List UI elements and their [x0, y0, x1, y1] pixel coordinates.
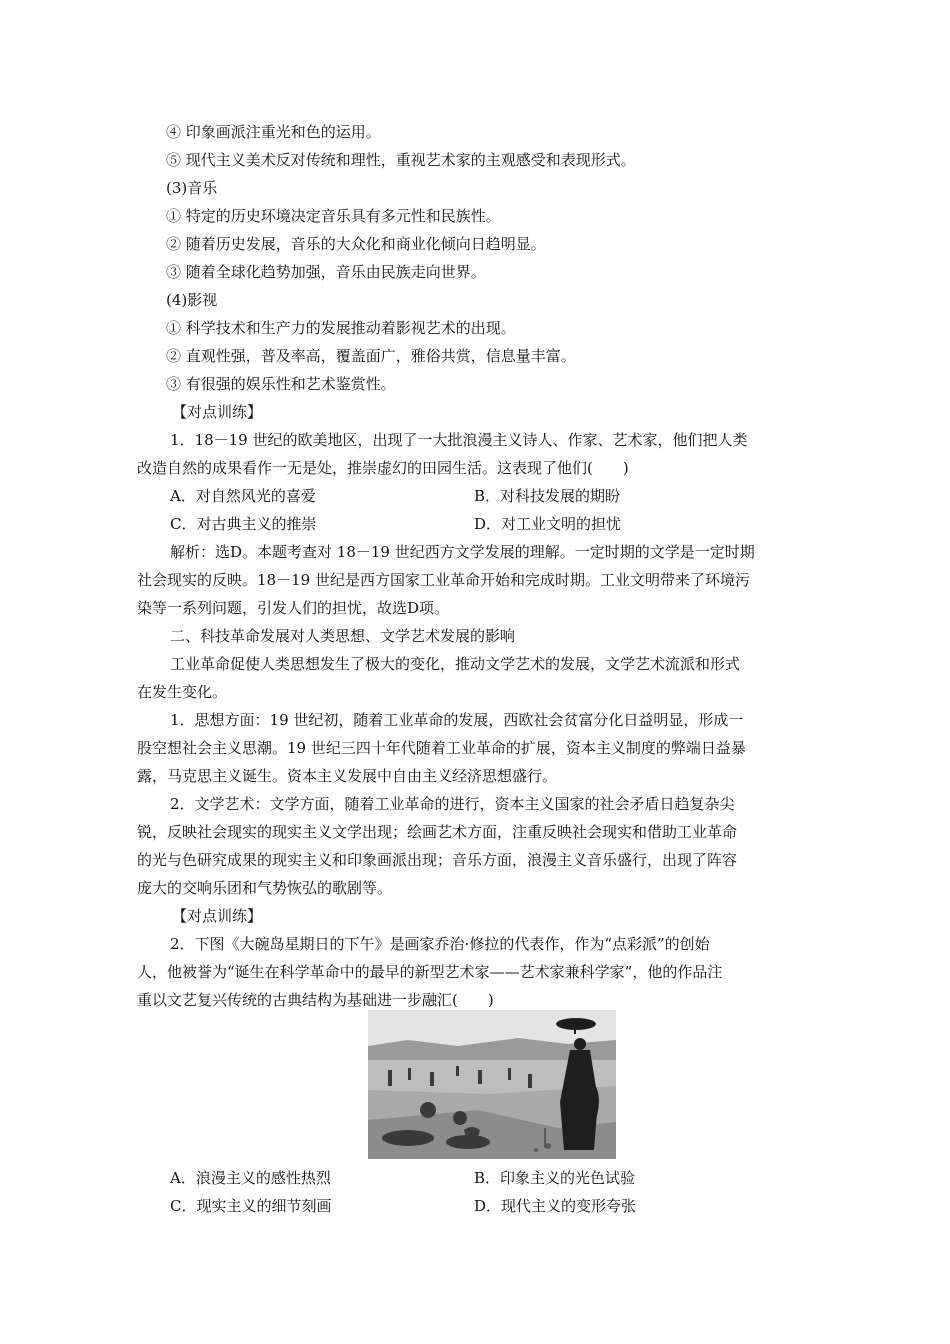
point-1-thought: 1．思想方面：19 世纪初，随着工业革命的发展，西欧社会贫富分化日益明显，形成一 [170, 711, 744, 729]
q2-option-a: A．浪漫主义的感性热烈 [170, 1169, 331, 1187]
point-1-thought-cont: 股空想社会主义思潮。19 世纪三四十年代随着工业革命的扩展，资本主义制度的弊端日益暴 [137, 739, 746, 757]
q1-option-d: D．对工业文明的担忧 [474, 515, 622, 533]
q2-option-c: C．现实主义的细节刻画 [170, 1197, 332, 1215]
section-2-heading: 二、科技革命发展对人类思想、文学艺术发展的影响 [170, 627, 516, 645]
question-1-text-cont: 改造自然的成果看作一无是处，推崇虚幻的田园生活。这表现了他们( ) [137, 459, 629, 477]
q2-option-b: B．印象主义的光色试验 [474, 1169, 636, 1187]
film-item-3: ③ 有很强的娱乐性和艺术鉴赏性。 [166, 375, 396, 393]
practice-label: 【对点训练】 [172, 403, 263, 421]
art-item-4: ④ 印象画派注重光和色的运用。 [166, 123, 381, 141]
section-2-intro-cont: 在发生变化。 [137, 683, 228, 701]
question-2-text: 2．下图《大碗岛星期日的下午》是画家乔治·修拉的代表作，作为“点彩派”的创始 [170, 935, 710, 953]
film-heading: (4)影视 [166, 291, 218, 309]
q1-option-c: C．对古典主义的推崇 [170, 515, 317, 533]
q1-option-b: B．对科技发展的期盼 [474, 487, 621, 505]
film-item-2: ② 直观性强，普及率高，覆盖面广，雅俗共赏，信息量丰富。 [166, 347, 576, 365]
section-2-intro: 工业革命促使人类思想发生了极大的变化，推动文学艺术的发展，文学艺术流派和形式 [170, 655, 741, 673]
point-2-art: 2．文学艺术：文学方面，随着工业革命的进行，资本主义国家的社会矛盾日趋复杂尖 [170, 795, 735, 813]
question-1-text: 1．18－19 世纪的欧美地区，出现了一大批浪漫主义诗人、作家、艺术家，他们把人类 [170, 431, 748, 449]
music-item-1: ① 特定的历史环境决定音乐具有多元性和民族性。 [166, 207, 501, 225]
point-1-thought-cont: 露，马克思主义诞生。资本主义发展中自由主义经济思想盛行。 [137, 767, 558, 785]
music-item-2: ② 随着历史发展，音乐的大众化和商业化倾向日趋明显。 [166, 235, 546, 253]
q1-analysis: 解析：选D。本题考查对 18－19 世纪西方文学发展的理解。一定时期的文学是一定时期 [170, 543, 755, 561]
question-2-text-cont: 重以文艺复兴传统的古典结构为基础进一步融汇( ) [137, 991, 494, 1009]
seurat-painting-image [368, 1010, 616, 1159]
q1-option-a: A．对自然风光的喜爱 [170, 487, 316, 505]
point-2-art-cont: 的光与色研究成果的现实主义和印象画派出现；音乐方面，浪漫主义音乐盛行，出现了阵容 [137, 851, 738, 869]
film-item-1: ① 科学技术和生产力的发展推动着影视艺术的出现。 [166, 319, 516, 337]
practice-label: 【对点训练】 [172, 907, 263, 925]
q1-analysis-cont: 染等一系列问题，引发人们的担忧，故选D项。 [137, 599, 450, 617]
point-2-art-cont: 庞大的交响乐团和气势恢弘的歌剧等。 [137, 879, 393, 897]
music-item-3: ③ 随着全球化趋势加强，音乐由民族走向世界。 [166, 263, 486, 281]
point-2-art-cont: 锐，反映社会现实的现实主义文学出现；绘画艺术方面，注重反映社会现实和借助工业革命 [137, 823, 738, 841]
question-2-text-cont: 人，他被誉为“诞生在科学革命中的最早的新型艺术家——艺术家兼科学家”，他的作品注 [137, 963, 723, 981]
art-item-5: ⑤ 现代主义美术反对传统和理性，重视艺术家的主观感受和表现形式。 [166, 151, 636, 169]
q2-option-d: D．现代主义的变形夸张 [474, 1197, 637, 1215]
q1-analysis-cont: 社会现实的反映。18－19 世纪是西方国家工业革命开始和完成时期。工业文明带来了环境污 [137, 571, 750, 589]
music-heading: (3)音乐 [166, 179, 218, 197]
